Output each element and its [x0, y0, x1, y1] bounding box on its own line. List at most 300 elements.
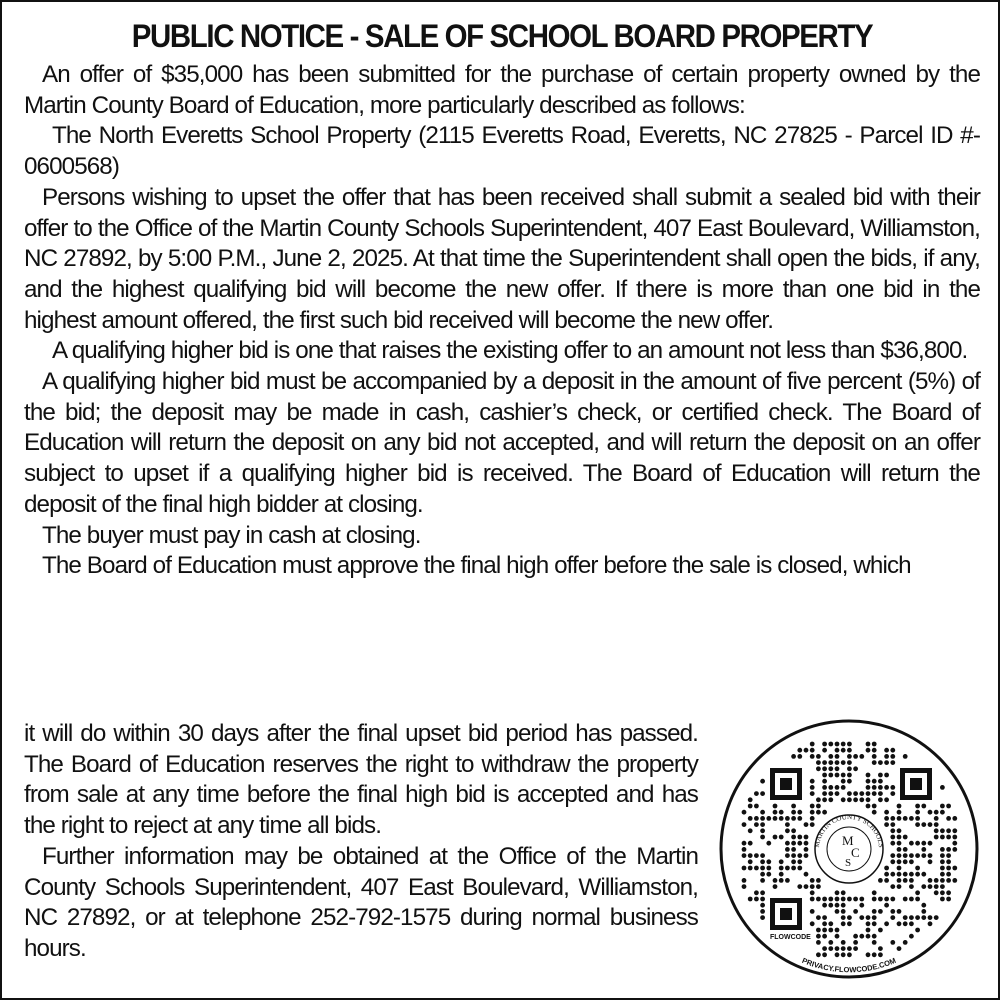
qr-dot: [791, 816, 796, 821]
qr-dot: [915, 872, 920, 877]
qr-dot: [940, 785, 945, 790]
qr-dot: [847, 766, 852, 771]
qr-dot: [878, 909, 883, 914]
qr-dot: [915, 804, 920, 809]
qr-dot: [791, 810, 796, 815]
qr-dot: [810, 810, 815, 815]
qr-finder-bottom-left: [770, 898, 802, 930]
qr-dot: [903, 754, 908, 759]
qr-dot: [946, 878, 951, 883]
qr-dot: [884, 748, 889, 753]
qr-dot: [797, 866, 802, 871]
qr-dot: [847, 779, 852, 784]
qr-dot: [909, 921, 914, 926]
qr-dot: [853, 940, 858, 945]
qr-dot: [866, 804, 871, 809]
qr-dot: [847, 946, 852, 951]
qr-dot: [742, 822, 747, 827]
qr-dot: [866, 952, 871, 957]
qr-dot: [921, 822, 926, 827]
qr-dot: [872, 779, 877, 784]
qr-dot: [791, 847, 796, 852]
qr-dot: [897, 878, 902, 883]
qr-dot: [903, 940, 908, 945]
qr-dot: [760, 816, 765, 821]
qr-dot: [946, 828, 951, 833]
qr-dot: [915, 928, 920, 933]
qr-dot: [890, 884, 895, 889]
qr-dot: [748, 828, 753, 833]
qr-dot: [847, 748, 852, 753]
qr-dot: [766, 841, 771, 846]
qr-dot: [828, 766, 833, 771]
qr-dot: [816, 897, 821, 902]
qr-dot: [884, 878, 889, 883]
qr-dot: [952, 878, 957, 883]
qr-dot: [946, 847, 951, 852]
qr-dot: [760, 878, 765, 883]
qr-dot: [940, 853, 945, 858]
qr-dot: [748, 853, 753, 858]
qr-dot: [791, 835, 796, 840]
qr-dot: [816, 754, 821, 759]
qr-dot: [890, 785, 895, 790]
qr-dot: [890, 828, 895, 833]
qr-dot: [921, 903, 926, 908]
qr-dot: [872, 785, 877, 790]
notice-paragraph-property: The North Everetts School Property (2115 Everetts Road, Everetts, NC 27825 - Parcel ID #- 0600568): [24, 122, 980, 181]
qr-dot: [816, 810, 821, 815]
qr-finder-top-left: [770, 768, 802, 800]
qr-finder-top-right: [900, 768, 932, 800]
qr-dot: [866, 748, 871, 753]
qr-dot: [754, 791, 759, 796]
qr-dot: [810, 785, 815, 790]
qr-dot: [754, 866, 759, 871]
qr-dot: [903, 878, 908, 883]
qr-dot: [748, 897, 753, 902]
qr-dot: [897, 847, 902, 852]
qr-dot: [903, 872, 908, 877]
qr-dot: [828, 921, 833, 926]
qr-dot: [878, 897, 883, 902]
qr-dot: [903, 859, 908, 864]
qr-dot: [872, 748, 877, 753]
qr-dot: [841, 909, 846, 914]
qr-dot: [878, 760, 883, 765]
qr-dot: [841, 946, 846, 951]
qr-dot: [822, 934, 827, 939]
qr-dot: [841, 742, 846, 747]
qr-dot: [853, 791, 858, 796]
qr-dot: [816, 884, 821, 889]
qr-dot: [760, 897, 765, 902]
qr-dot: [915, 866, 920, 871]
qr-dot: [872, 754, 877, 759]
qr-dot: [952, 866, 957, 871]
qr-dot: [847, 921, 852, 926]
qr-dot: [847, 915, 852, 920]
qr-dot: [835, 909, 840, 914]
qr-dot: [760, 791, 765, 796]
qr-dot: [822, 773, 827, 778]
qr-dot: [816, 766, 821, 771]
qr-dot: [940, 884, 945, 889]
qr-dot: [797, 853, 802, 858]
qr-dot: [816, 934, 821, 939]
qr-dot: [872, 742, 877, 747]
qr-dot: [841, 952, 846, 957]
qr-dot: [890, 915, 895, 920]
qr-dot: [853, 946, 858, 951]
qr-dot: [928, 822, 933, 827]
qr-dot: [785, 841, 790, 846]
qr-dot: [928, 859, 933, 864]
qr-dot: [760, 835, 765, 840]
qr-dot: [884, 866, 889, 871]
qr-dot: [797, 816, 802, 821]
qr-dot: [785, 822, 790, 827]
qr-dot: [934, 810, 939, 815]
qr-dot: [810, 878, 815, 883]
qr-dot: [822, 742, 827, 747]
qr-dot: [934, 884, 939, 889]
qr-dot: [878, 952, 883, 957]
qr-dot: [742, 878, 747, 883]
qr-dot: [866, 921, 871, 926]
qr-dot: [859, 934, 864, 939]
qr-dot: [928, 915, 933, 920]
qr-dot: [946, 859, 951, 864]
qr-dot: [915, 841, 920, 846]
qr-dot: [890, 853, 895, 858]
qr-dot: [909, 934, 914, 939]
qr-dot: [928, 884, 933, 889]
qr-dot: [921, 853, 926, 858]
qr-dot: [816, 952, 821, 957]
qr-dot: [791, 754, 796, 759]
qr-dot: [897, 816, 902, 821]
qr-dot: [915, 915, 920, 920]
qr-dot: [946, 804, 951, 809]
qr-dot: [946, 816, 951, 821]
qr-dot: [884, 754, 889, 759]
qr-dot: [897, 866, 902, 871]
qr-code[interactable]: [718, 718, 980, 980]
privacy-url[interactable]: PRIVACY.FLOWCODE.COM: [800, 955, 898, 975]
qr-dot: [835, 946, 840, 951]
qr-dot: [872, 897, 877, 902]
qr-dot: [940, 810, 945, 815]
qr-dot: [835, 903, 840, 908]
qr-dot: [779, 872, 784, 877]
qr-dot: [748, 841, 753, 846]
qr-dot: [853, 897, 858, 902]
qr-dot: [866, 928, 871, 933]
qr-dot: [773, 878, 778, 883]
qr-dot: [915, 822, 920, 827]
qr-dot: [946, 835, 951, 840]
qr-dot: [810, 909, 815, 914]
qr-dot: [797, 748, 802, 753]
qr-dot: [890, 841, 895, 846]
qr-dot: [878, 797, 883, 802]
seal-initial-c: C: [851, 845, 860, 860]
qr-dot: [897, 804, 902, 809]
seal-ring-text: MARTIN COUNTY SCHOOLS: [812, 812, 886, 849]
qr-dot: [878, 773, 883, 778]
qr-dot: [952, 841, 957, 846]
qr-dot: [828, 754, 833, 759]
qr-dot: [890, 909, 895, 914]
qr-dot: [934, 835, 939, 840]
qr-dot: [760, 915, 765, 920]
qr-dot: [903, 921, 908, 926]
qr-dot: [828, 903, 833, 908]
qr-dot: [810, 742, 815, 747]
qr-dot: [928, 841, 933, 846]
qr-dot: [890, 816, 895, 821]
qr-dot: [946, 890, 951, 895]
qr-dot: [940, 828, 945, 833]
qr-dot: [921, 847, 926, 852]
qr-dot: [921, 804, 926, 809]
qr-dot: [835, 760, 840, 765]
qr-dot: [841, 779, 846, 784]
qr-dot: [878, 878, 883, 883]
qr-dot: [835, 928, 840, 933]
qr-dot: [940, 847, 945, 852]
qr-dot: [835, 742, 840, 747]
qr-dot: [742, 810, 747, 815]
qr-dot: [810, 804, 815, 809]
qr-dot: [952, 828, 957, 833]
qr-dot: [903, 835, 908, 840]
qr-dot: [952, 816, 957, 821]
qr-dot: [928, 853, 933, 858]
qr-dot: [797, 754, 802, 759]
qr-dot: [952, 835, 957, 840]
qr-dot: [742, 853, 747, 858]
qr-dot: [890, 872, 895, 877]
qr-dot: [872, 915, 877, 920]
qr-dot: [748, 859, 753, 864]
qr-dot: [853, 766, 858, 771]
qr-dot: [872, 810, 877, 815]
qr-dot: [890, 897, 895, 902]
qr-dot: [841, 760, 846, 765]
qr-dot: [760, 909, 765, 914]
qr-dot: [903, 915, 908, 920]
qr-dot: [872, 940, 877, 945]
qr-dot: [884, 773, 889, 778]
qr-dot: [760, 872, 765, 877]
qr-dot: [940, 804, 945, 809]
qr-dot: [884, 816, 889, 821]
qr-dot: [859, 915, 864, 920]
qr-dot: [859, 791, 864, 796]
qr-dot: [828, 897, 833, 902]
qr-dot: [859, 754, 864, 759]
qr-dot: [822, 903, 827, 908]
qr-dot: [921, 872, 926, 877]
qr-dot: [804, 853, 809, 858]
qr-dot: [915, 897, 920, 902]
qr-dot: [810, 816, 815, 821]
qr-dot: [866, 742, 871, 747]
qr-dot: [872, 760, 877, 765]
qr-dot: [797, 835, 802, 840]
qr-dot: [884, 921, 889, 926]
qr-dot: [804, 822, 809, 827]
qr-dot: [872, 791, 877, 796]
qr-dot: [816, 940, 821, 945]
qr-dot: [866, 934, 871, 939]
qr-dot: [754, 890, 759, 895]
qr-dot: [909, 878, 914, 883]
qr-dot: [810, 921, 815, 926]
qr-dot: [897, 828, 902, 833]
qr-dot: [742, 866, 747, 871]
notice-narrow-body: [24, 719, 698, 965]
qr-dot: [822, 766, 827, 771]
qr-dot: [940, 897, 945, 902]
qr-dot: [779, 878, 784, 883]
qr-dot: [890, 822, 895, 827]
qr-dot: [748, 816, 753, 821]
qr-dot: [828, 785, 833, 790]
qr-dot: [835, 897, 840, 902]
qr-dot: [822, 797, 827, 802]
qr-dot: [884, 897, 889, 902]
qr-dot: [828, 791, 833, 796]
seal-initial-s: S: [845, 857, 852, 869]
qr-dot: [835, 748, 840, 753]
qr-dot: [909, 884, 914, 889]
qr-dot: [766, 859, 771, 864]
qr-dot: [890, 754, 895, 759]
qr-dot: [847, 897, 852, 902]
qr-dot: [847, 754, 852, 759]
qr-dot: [810, 791, 815, 796]
qr-dot: [921, 909, 926, 914]
qr-dot: [810, 822, 815, 827]
qr-dot: [835, 934, 840, 939]
qr-dot: [822, 952, 827, 957]
qr-dot: [915, 810, 920, 815]
qr-dot: [934, 890, 939, 895]
qr-dot: [779, 859, 784, 864]
qr-dot: [878, 791, 883, 796]
flowcode-brand: FLOWCODE: [770, 934, 811, 941]
qr-dot: [804, 884, 809, 889]
qr-dot: [766, 816, 771, 821]
qr-dot: [760, 810, 765, 815]
qr-dot: [797, 810, 802, 815]
qr-dot: [897, 835, 902, 840]
qr-dot: [822, 748, 827, 753]
qr-dot: [822, 760, 827, 765]
qr-dot: [816, 915, 821, 920]
qr-dot: [785, 853, 790, 858]
qr-dot: [847, 742, 852, 747]
qr-dot: [742, 847, 747, 852]
qr-dot: [897, 872, 902, 877]
qr-dot: [921, 915, 926, 920]
qr-dot: [921, 841, 926, 846]
qr-dot: [884, 810, 889, 815]
qr-dot: [841, 785, 846, 790]
qr-dot: [903, 853, 908, 858]
qr-dot: [909, 841, 914, 846]
qr-dot: [760, 853, 765, 858]
qr-dot: [915, 816, 920, 821]
notice-paragraph-bids: Persons wishing to upset the offer that has been received shall submit a sealed bid with their offer to the Office of the Martin County Schools Superintendent, 407 East Boulevard, Williamston, NC 27892, by 5:00 P.M., June 2, 2025. At that time the Superintendent shall open the bids, if any, and the highest qualifying bid will become the new offer. If there is more than one bid in the highest amount offered, the first such bid received will become the new offer.: [24, 183, 980, 334]
qr-dot: [754, 853, 759, 858]
qr-dot: [766, 872, 771, 877]
qr-dot: [828, 760, 833, 765]
qr-dot: [934, 828, 939, 833]
qr-dot: [760, 859, 765, 864]
qr-dot: [760, 903, 765, 908]
qr-dot: [748, 797, 753, 802]
qr-dot: [847, 760, 852, 765]
qr-dot: [785, 828, 790, 833]
qr-dot: [835, 791, 840, 796]
qr-dot: [810, 748, 815, 753]
qr-dot: [754, 804, 759, 809]
qr-dot: [822, 791, 827, 796]
qr-dot: [841, 903, 846, 908]
qr-dot: [928, 810, 933, 815]
qr-dot: [760, 828, 765, 833]
qr-dot: [841, 773, 846, 778]
notice-paragraph-withdraw: it will do within 30 days after the final upset bid period has passed. The Board of Education reserves the right to withdraw the property from sale at any time before the final high bid is accepted and has the right to reject at any time all bids.: [24, 720, 698, 840]
qr-dot: [915, 853, 920, 858]
qr-dot: [872, 804, 877, 809]
notice-paragraph-approval: The Board of Education must approve the final high offer before the sale is closed, which: [42, 552, 911, 580]
qr-dot: [816, 878, 821, 883]
qr-dot: [859, 903, 864, 908]
qr-dot: [791, 853, 796, 858]
qr-dot: [754, 822, 759, 827]
qr-dot: [890, 748, 895, 753]
qr-dot: [760, 779, 765, 784]
qr-dot: [804, 835, 809, 840]
qr-dot: [791, 866, 796, 871]
qr-dot: [835, 754, 840, 759]
qr-dot: [853, 909, 858, 914]
qr-dot: [884, 872, 889, 877]
qr-dot: [897, 810, 902, 815]
qr-dot: [866, 779, 871, 784]
qr-dot: [909, 859, 914, 864]
qr-dot: [872, 952, 877, 957]
notice-title: PUBLIC NOTICE - SALE OF SCHOOL BOARD PROPERTY: [131, 18, 873, 54]
qr-dot: [804, 847, 809, 852]
qr-dot: [754, 816, 759, 821]
qr-dot: [828, 742, 833, 747]
qr-dot: [847, 952, 852, 957]
qr-dot: [773, 835, 778, 840]
qr-dot: [822, 915, 827, 920]
qr-dot: [754, 897, 759, 902]
qr-dot: [847, 791, 852, 796]
qr-dot: [866, 785, 871, 790]
qr-dot: [822, 810, 827, 815]
qr-dot: [853, 934, 858, 939]
qr-dot: [822, 928, 827, 933]
